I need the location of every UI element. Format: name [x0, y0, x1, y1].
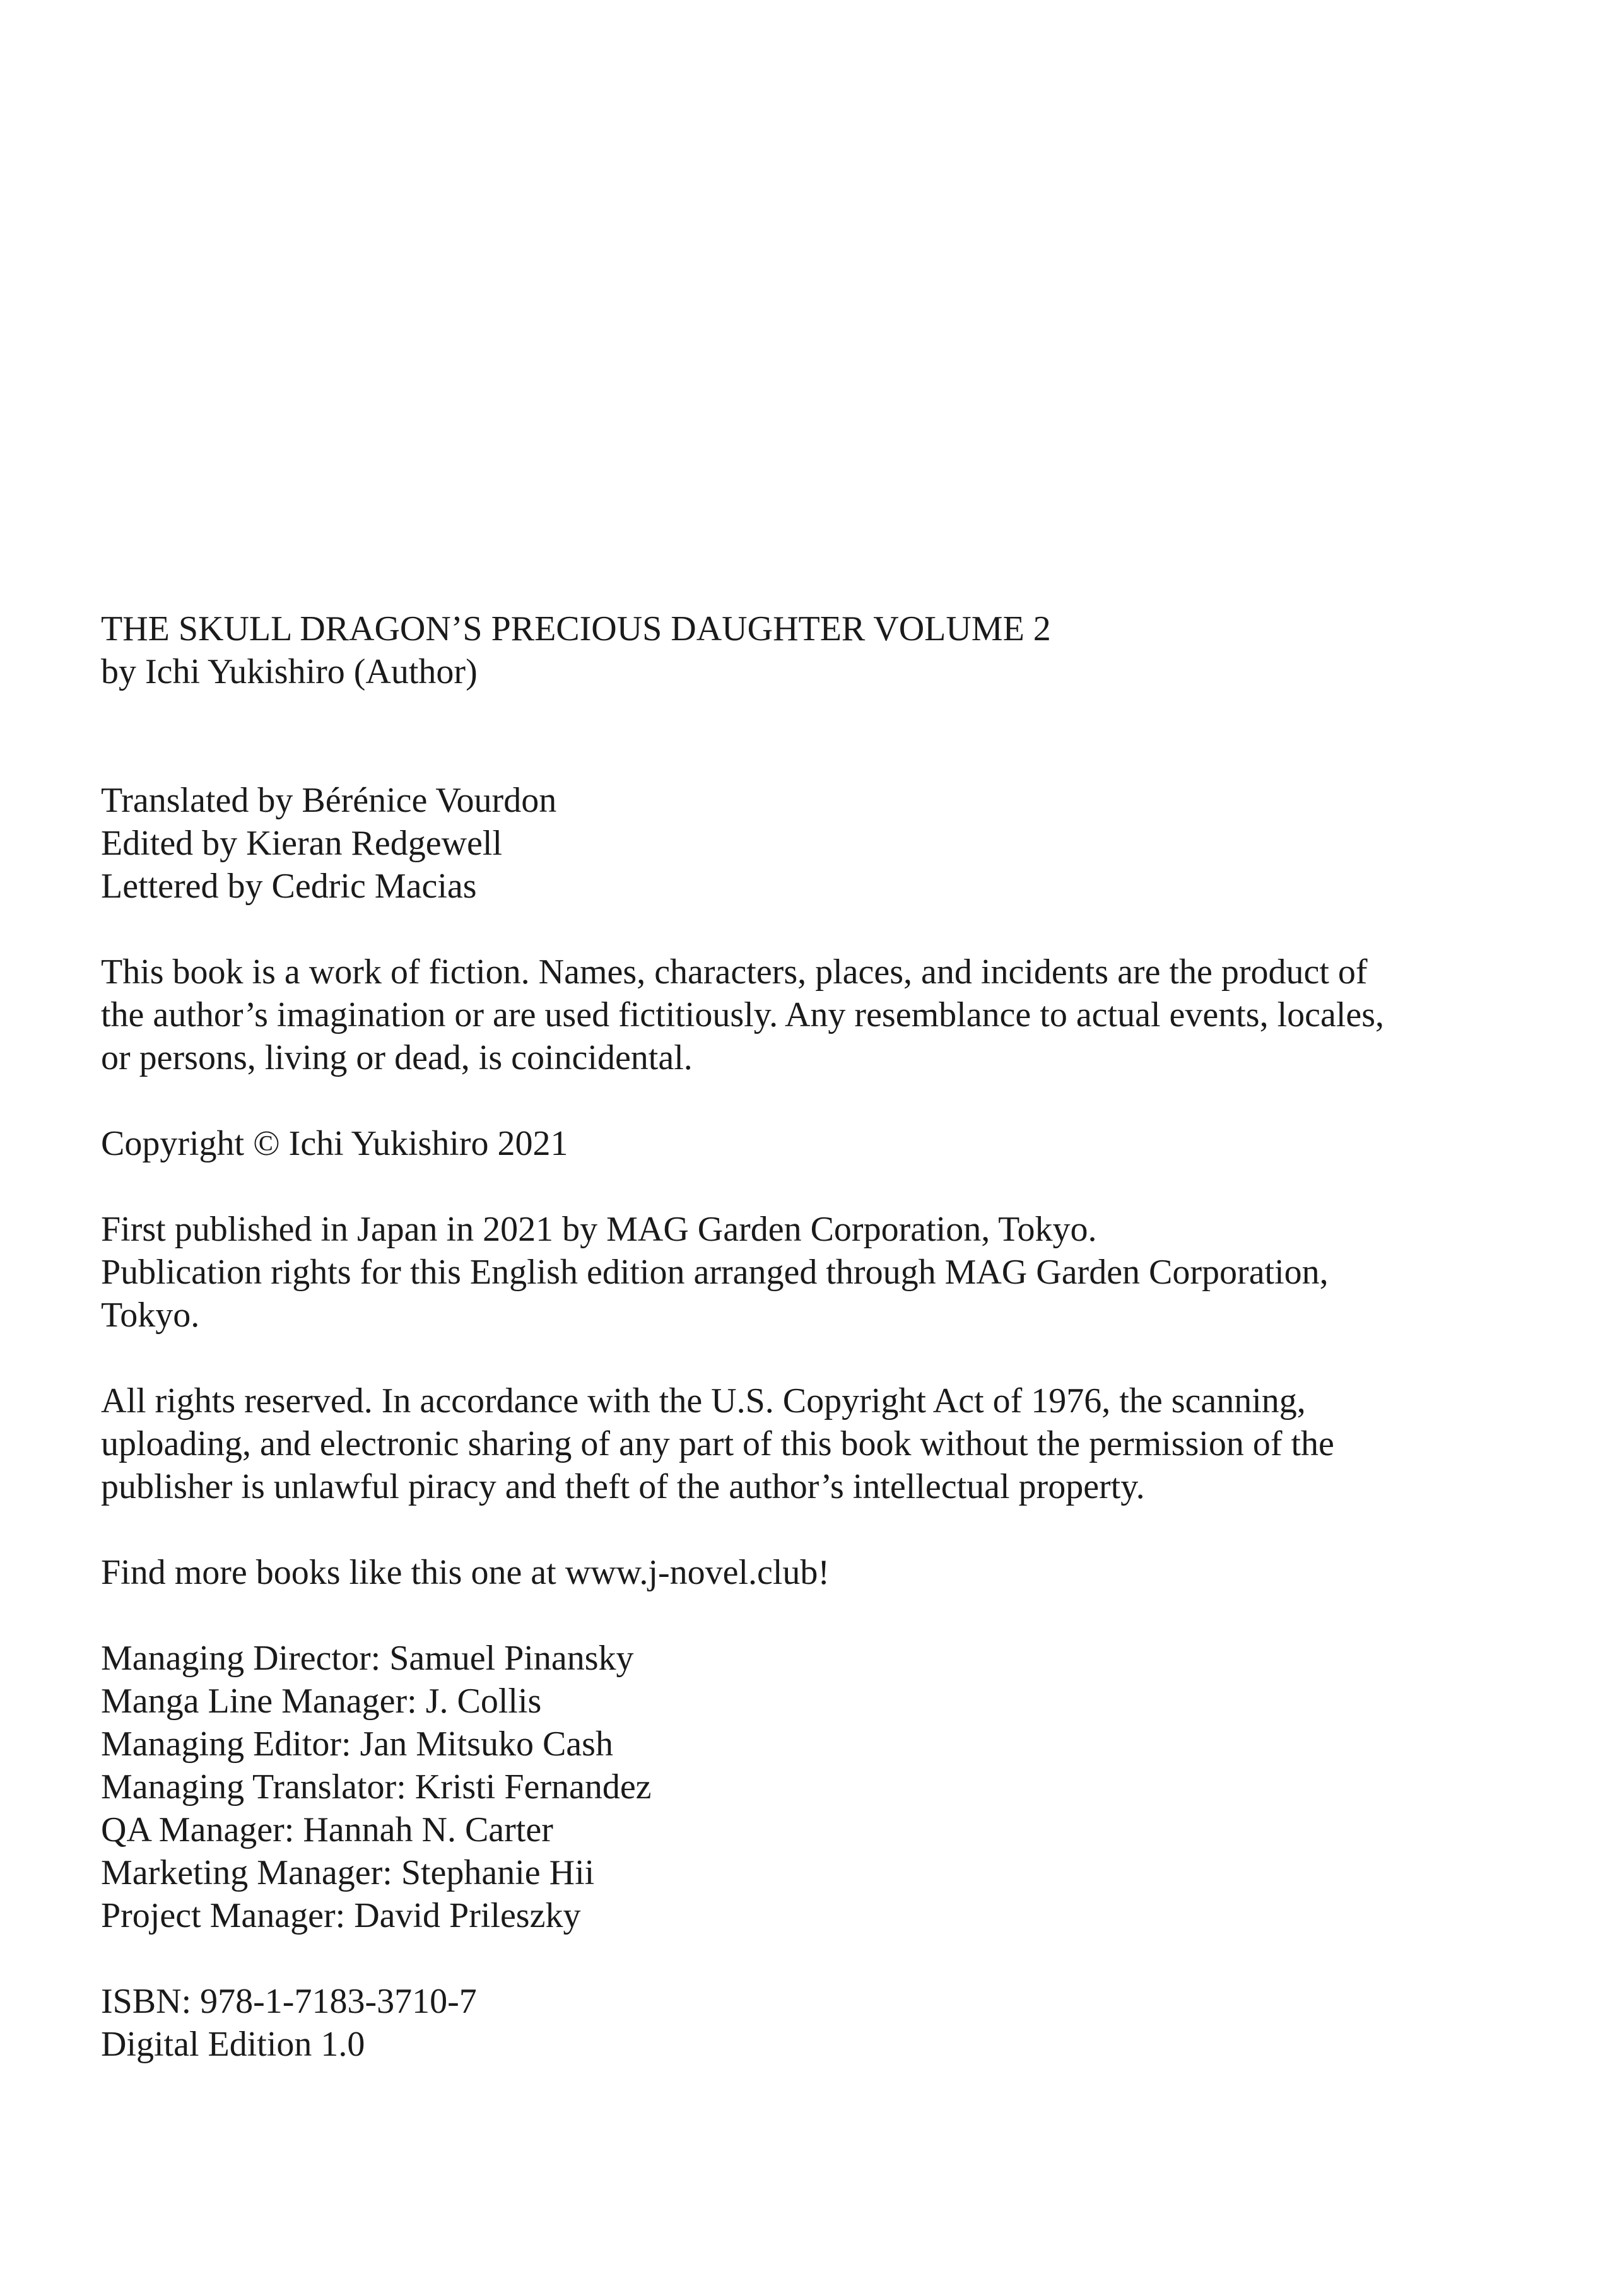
credit-letterer: Lettered by Cedric Macias [101, 867, 477, 906]
publication-line: Tokyo. [101, 1296, 200, 1335]
rights-line: uploading, and electronic sharing of any part of this book without the permission of the [101, 1424, 1334, 1463]
rights-line: All rights reserved. In accordance with the U.S. Copyright Act of 1976, the scanning, [101, 1381, 1306, 1420]
fiction-notice-line: This book is a work of fiction. Names, characters, places, and incidents are the product of [101, 952, 1368, 992]
rights-block [101, 1379, 1514, 1508]
fiction-notice-line: or persons, living or dead, is coincidental. [101, 1038, 693, 1077]
rights-line: publisher is unlawful piracy and theft of the author’s intellectual property. [101, 1467, 1145, 1506]
staff-project-manager: Project Manager: David Prileszky [101, 1896, 581, 1935]
publication-block [101, 1208, 1514, 1337]
staff-managing-translator: Managing Translator: Kristi Fernandez [101, 1767, 652, 1807]
fiction-notice [101, 951, 1514, 1079]
fiction-notice-line: the author’s imagination or are used fictitiously. Any resemblance to actual events, locales, [101, 995, 1385, 1034]
credit-editor: Edited by Kieran Redgewell [101, 824, 503, 863]
author-byline: by Ichi Yukishiro (Author) [101, 652, 478, 691]
book-title: THE SKULL DRAGON’S PRECIOUS DAUGHTER VOLUME 2 [101, 609, 1051, 648]
find-more-block [101, 1551, 1514, 1594]
credits-block [101, 779, 1514, 908]
copyright-line: Copyright © Ichi Yukishiro 2021 [101, 1124, 568, 1163]
copyright-page [101, 607, 1514, 2066]
publication-line: First published in Japan in 2021 by MAG Garden Corporation, Tokyo. [101, 1210, 1097, 1249]
publication-line: Publication rights for this English edition arranged through MAG Garden Corporation, [101, 1253, 1329, 1292]
copyright-block [101, 1122, 1514, 1165]
find-more-text: Find more books like this one at www.j-novel.club! [101, 1553, 830, 1592]
staff-managing-editor: Managing Editor: Jan Mitsuko Cash [101, 1725, 613, 1764]
title-block [101, 607, 1514, 693]
isbn: ISBN: 978-1-7183-3710-7 [101, 1982, 477, 2021]
staff-marketing-manager: Marketing Manager: Stephanie Hii [101, 1853, 595, 1892]
digital-edition: Digital Edition 1.0 [101, 2025, 365, 2064]
credit-translator: Translated by Bérénice Vourdon [101, 781, 557, 820]
staff-managing-director: Managing Director: Samuel Pinansky [101, 1639, 634, 1678]
staff-list [101, 1637, 1514, 1937]
staff-qa-manager: QA Manager: Hannah N. Carter [101, 1810, 553, 1849]
staff-manga-line-manager: Manga Line Manager: J. Collis [101, 1682, 542, 1721]
edition-block [101, 1980, 1514, 2066]
